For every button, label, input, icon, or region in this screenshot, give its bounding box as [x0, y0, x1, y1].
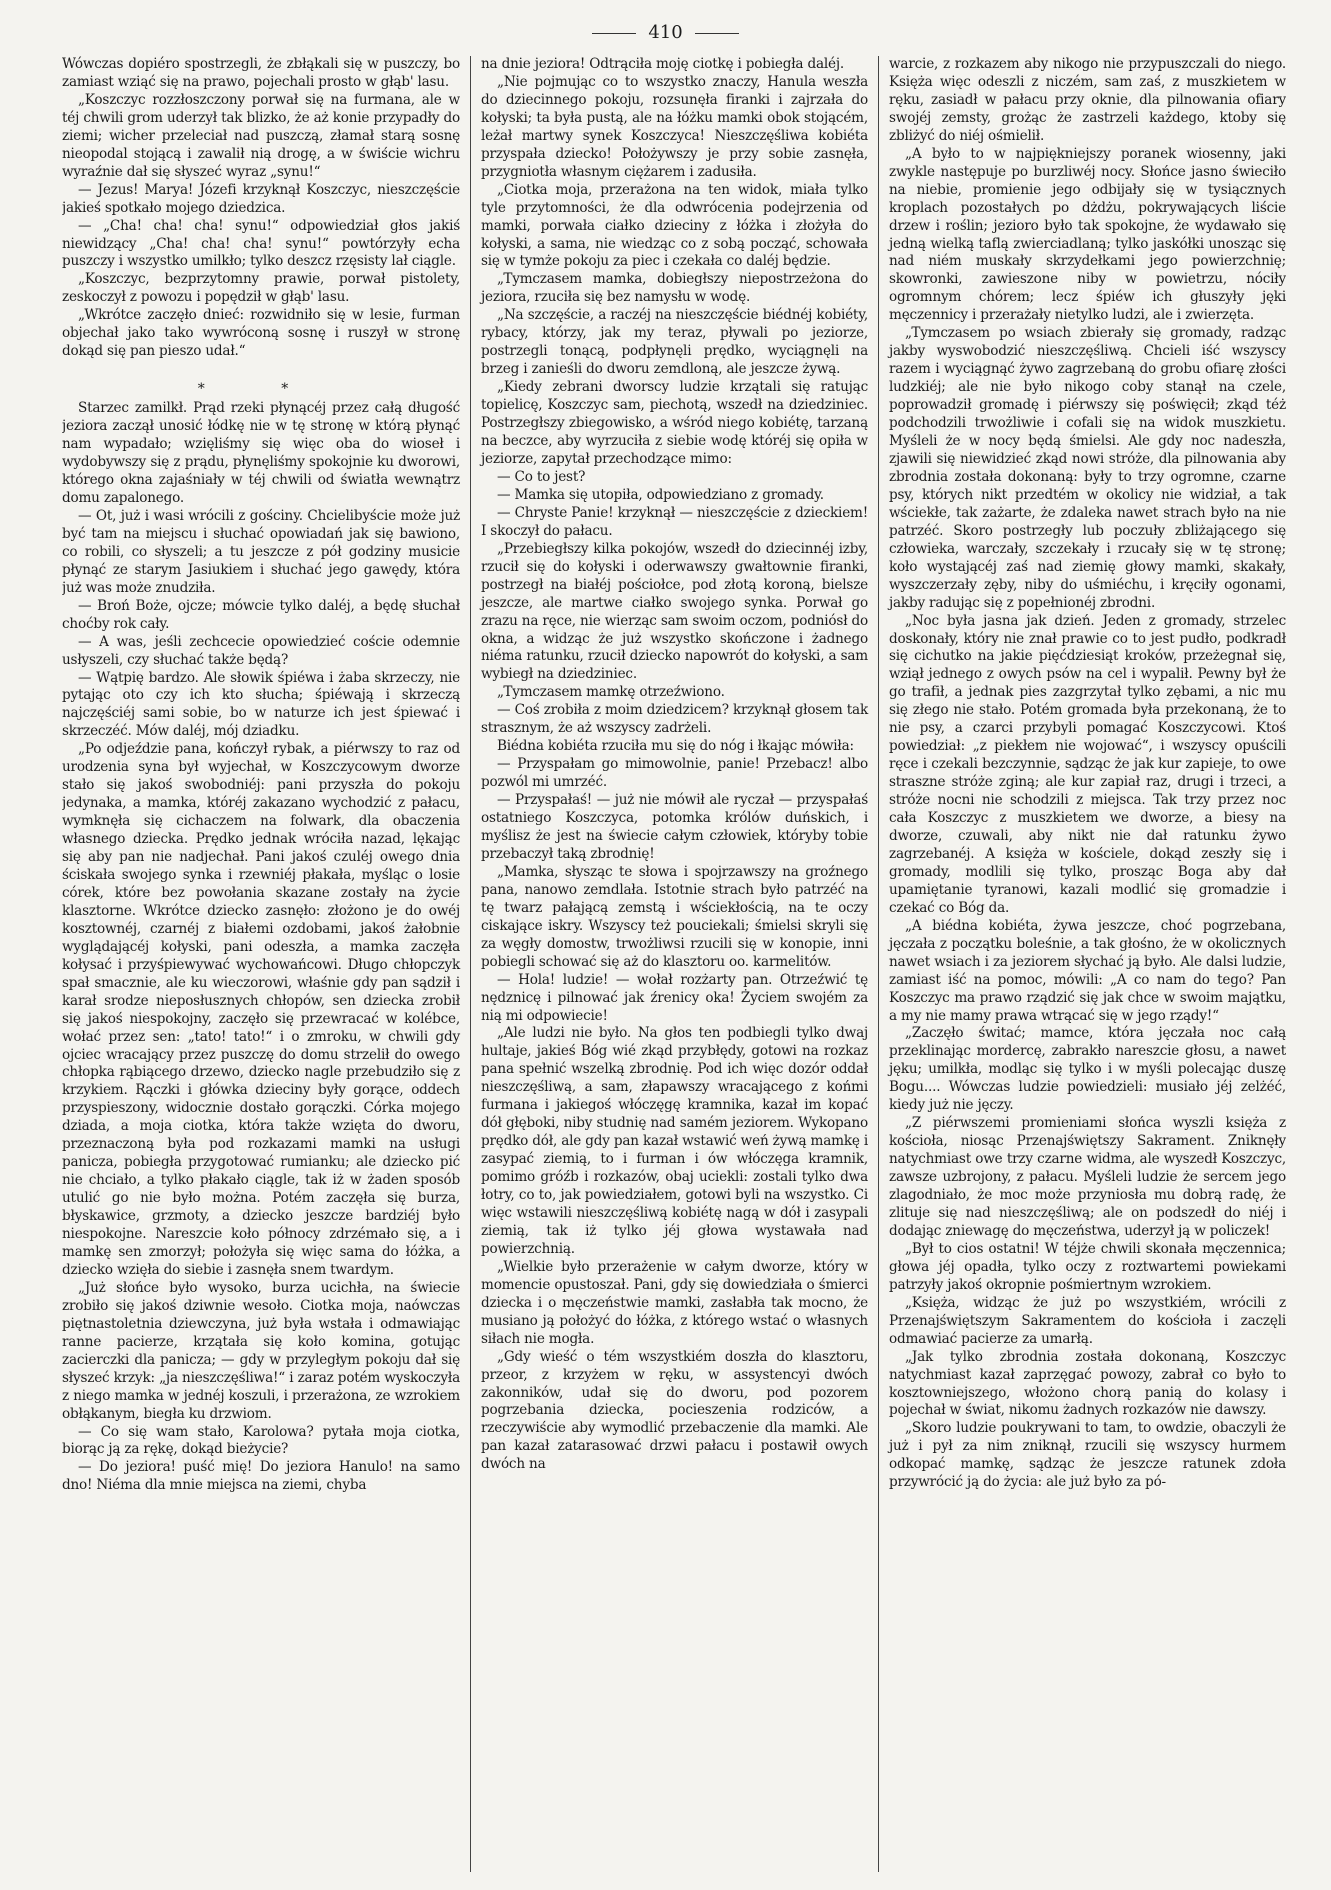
paragraph: — Broń Boże, ojcze; mówcie tylko daléj, a będę słuchał choćby rok cały.	[62, 597, 460, 632]
paragraph: Biédna kobiéta rzuciła mu się do nóg i łkając mówiła:	[497, 738, 854, 755]
section-separator: * *	[197, 381, 325, 398]
paragraph: „Był to cios ostatni! W téjże chwili skonała męczennica; głowa jéj opadła, tylko oczy z roztwartemi powiekami patrzyły jakoś okropnie pośmiertnym wzrokiem.	[889, 1240, 1286, 1293]
paragraph: — Co to jest?	[497, 468, 586, 485]
paragraph: Wówczas dopiéro spostrzegli, że zbłąkali się w puszczy, bo zamiast wziąć się na prawo, pojechali prosto w głąb' lasu.	[62, 56, 460, 90]
paragraph: Starzec zamilkł. Prąd rzeki płynącéj przez całą długość jeziora zaczął unosić łódkę nie w tę stronę w którą płynąć nam wypadało; wzięliśmy się więc oba do wioseł i wydobywszy się z prądu, płynęliśmy spokojnie ku dworowi, którego okna zajaśniały w téj chwili od światła wewnątrz domu zapalonego.	[62, 400, 460, 506]
paragraph: „Na szczęście, a raczéj na nieszczęście biédnéj kobiéty, rybacy, którzy, jak my teraz, pływali po jeziorze, postrzegli tonącą, podpłynęli prędko, wyciągnęli na brzeg i zanieśli do dworu zemdloną, ale jeszcze żywą.	[481, 307, 868, 378]
header-rule-left	[592, 33, 636, 34]
header-rule-right	[695, 33, 739, 34]
paragraph: — Chryste Panie! krzyknął — nieszczęście z dzieckiem! I skoczył do pałacu.	[481, 504, 868, 539]
column-2	[470, 56, 878, 1872]
paragraph: — Coś zrobiła z moim dziedzicem? krzyknął głosem tak strasznym, że aż wszyscy zadrżeli.	[481, 702, 868, 737]
page-number-header	[0, 22, 1331, 43]
paragraph: „A było to w najpiękniejszy poranek wiosenny, jaki zwykle następuje po burzliwéj nocy. Słońce jasno świeciło na niebie, promienie jego odbijały się w tysiącznych kroplach pozostałych po dżdżu, pokrywających liście drzew i roślin; jezioro było tak spokojne, że wydawało się jedną wielką taflą zwierciadlaną; tylko jaskółki unosząc się nad niém muskały skrzydełkami jego powierzchnię; skowronki, zawieszone niby w powietrzu, nóciły ogromnym chórem; lecz śpiéw ich głuszyły jęki męczennicy i przerażały nietylko ludzi, ale i zwierzęta.	[889, 145, 1286, 324]
paragraph: „Tymczasem po wsiach zbierały się gromady, radząc jakby wyswobodzić nieszczęśliwą. Chcieli iść wszyscy razem i wyciągnąć żywo zagrzebaną do grobu ofiarę złości ludzkiéj; ale nie było nikogo coby stanął na czele, poprowadził gromadę i piérwszy się poświęcił; zkąd téż podchodzili trwożliwie i cofali się na widok muszkietu. Myśleli że w nocy będą śmielsi. Ale gdy noc nadeszła, zjawili się niewidzieć zkąd nowi stróże, dla pilnowania aby zbrodnia została dokonaną: były to trzy ogromne, czarne psy, których nikt przedtém w okolicy nie widział, a tak wściekłe, tak zażarte, że zdaleka nawet strach było na nie patrzéć. Skoro postrzegły lub poczuły zbliżającego się człowieka, warczały, szczekały i rzucały się w tę stronę; koło wystającéj zaś nad ziemię głowy mamki, skakały, wyszczerzały zęby, niby do uśmiéchu, i kręciły ogonami, jakby radując się z popełnionéj zbrodni.	[889, 325, 1286, 611]
paragraph: „Zaczęło świtać; mamce, która jęczała noc całą przeklinając mordercę, zabrakło nareszcie głosu, a nawet jęku; umilkła, modląc się tylko i w myśli polecając duszę Bogu.... Wówczas ludzie powiedzieli: musiało jéj zelżéć, kiedy już nie jęczy.	[889, 1025, 1286, 1114]
paragraph: „Przebiegłszy kilka pokojów, wszedł do dziecinnéj izby, rzucił się do kołyski i oderwawszy gwałtownie firanki, postrzegł na białéj pościołce, pod złotą koroną, bielsze jeszcze, ale martwe ciałko swojego synka. Porwał go zrazu na ręce, nie wierząc sam swoim oczom, podniósł do okna, a widząc że już wszystko skończone i żadnego niéma ratunku, rzucił dziecko napowrót do kołyski, a sam wybiegł na dziedziniec.	[481, 540, 869, 683]
paragraph: „Gdy wieść o tém wszystkiém doszła do klasztoru, przeor, z krzyżem w ręku, w assystencyi dwóch zakonników, udał się do dworu, pod pozorem pogrzebania dziecka, pocieszenia rodziców, a rzeczywiście aby wymodlić przebaczenie dla mamki. Ale pan kazał zatarasować drzwi pałacu i postawił owych dwóch na	[481, 1348, 868, 1473]
paragraph: — Wątpię bardzo. Ale słowik śpiéwa i żaba skrzeczy, nie pytając oto czy ich kto słucha; śpiéwają i skrzeczą najczęściéj sami sobie, bo w naturze ich jest śpiewać i skrzeczéć. Mów daléj, mój dziadku.	[62, 669, 460, 740]
paragraph: „Nie pojmując co to wszystko znaczy, Hanula weszła do dziecinnego pokoju, rozsunęła firanki i zajrzała do kołyski; ta była pustą, ale na łóżku mamki obok stojącém, leżał martwy synek Koszczyca! Nieszczęśliwa kobiéta przyspała dziecko! Położywszy je przy sobie zasnęła, przygniotła własnym ciężarem i zadusiła.	[481, 73, 868, 180]
paragraph: „Ciotka moja, przerażona na ten widok, miała tylko tyle przytomności, że dla odwrócenia podejrzenia od mamki, porwała ciałko dzieciny z łóżka i złożyła do kołyski, a sama, nie wiedząc co z sobą począć, schowała się w tymże pokoju za piec i czekała co daléj będzie.	[481, 181, 868, 270]
section-gap	[62, 361, 460, 375]
paragraph: „Tymczasem mamka, dobiegłszy niepostrzeżona do jeziora, rzuciła się bez namysłu w wodę.	[481, 271, 868, 306]
paragraph: „A biédna kobiéta, żywa jeszcze, choć pogrzebana, jęczała z początku boleśnie, a tak głośno, że w okolicznych nawet wsiach i za jeziorem słychać ją było. Ale dalsi ludzie, zamiast iść na pomoc, mówili: „A co nam do tego? Pan Koszczyc ma prawo rządzić się jak chce w swoim majątku, a my nie mamy prawa wtrącać się w jego rządy!“	[889, 917, 1286, 1024]
paragraph: — Do jeziora! puść mię! Do jeziora Hanulo! na samo dno! Niéma dla mnie miejsca na ziemi, chyba	[62, 1459, 460, 1494]
column-1	[62, 56, 470, 1872]
paragraph: „Wielkie było przerażenie w całym dworze, który w momencie opustoszał. Pani, gdy się dowiedziała o śmierci dziecka i o męczeństwie mamki, zasłabła tak mocno, że musiano ją położyć do łóżka, z którego wstać o własnych siłach nie mogła.	[481, 1258, 868, 1347]
paragraph: — Ot, już i wasi wrócili z gościny. Chcielibyście może już być tam na miejscu i słuchać opowiadań jak się bawiono, co robili, co słyszeli; a tu jeszcze z pół godziny musicie płynąć ze starym Jasiukiem i słuchać jego gawędy, która już was może znudziła.	[62, 507, 460, 596]
paragraph: „Tymczasem mamkę otrzeźwiono.	[497, 684, 725, 701]
paragraph: warcie, z rozkazem aby nikogo nie przypuszczali do niego. Księża więc odeszli z niczém, sam zaś, z muszkietem w ręku, zasiadł w pałacu przy oknie, dla pilnowania ofiary swojéj zemsty, grożąc że zastrzeli każdego, ktoby się zbliżyć do niéj ośmielił.	[889, 56, 1286, 144]
paragraph: „Koszczyc, bezprzytomny prawie, porwał pistolety, zeskoczył z powozu i popędził w głąb' lasu.	[62, 271, 460, 306]
paragraph: — „Cha! cha! cha! synu!“ odpowiedział głos jakiś niewidzący „Cha! cha! cha! synu!“ powtórzyły echa puszczy i wszystko umilkło; tylko deszcz rzęsisty lał ciągle.	[62, 217, 460, 270]
paragraph: „Kiedy zebrani dworscy ludzie krzątali się ratując topielicę, Koszczyc sam, piechotą, wszedł na dziedziniec. Postrzegłszy zbiegowisko, a wśród niego kobiétę, tarzaną na beczce, aby wyrzuciła z siebie wodę któréj się opiła w jeziorze, zapytał przechodzące mimo:	[481, 379, 868, 467]
paragraph: — A was, jeśli zechcecie opowiedzieć coście odemnie usłyszeli, czy słuchać także będą?	[62, 633, 460, 668]
paragraph: „Noc była jasna jak dzień. Jeden z gromady, strzelec doskonały, który nie znał prawie co to jest pudło, podkradł się cichutko na jakie pięćdziesiąt kroków, przeżegnał się, wziął jednego z owych psów na cel i wypalił. Pewny był że go trafił, a jednak pies zazgrzytał tylko zębami, a nic mu się złego nie stało. Potém gromada była przekonaną, że to nie psy, a czarci przybyli pomagać Koszczycowi. Ktoś powiedział: „z piekłem nie wojować“, i wszyscy opuścili ręce i czekali bezczynnie, sądząc że jak kur zapieje, to owe straszne stróże zginą; ale kur zapiał raz, drugi i trzeci, a stróże nocni nie schodzili z miejsca. Tak trzy przez noc cała Koszczyc z muszkietem we dworze, a biesy na dworze, czuwali, aby nikt nie dał ratunku żywo zagrzebanéj. A księża w kościele, dokąd zeszły się i gromady, modlili się tylko, prosząc Boga aby dał upamiętanie tyranowi, kazali modlić się gromadzie i czekać co Bóg da.	[889, 612, 1286, 916]
paragraph: „Już słońce było wysoko, burza ucichła, na świecie zrobiło się jakoś dziwnie wesoło. Ciotka moja, naówczas piętnastoletnia dziewczyna, już była wstała i odmawiając ranne pacierze, krzątała się koło komina, gotując zacierczki dla panicza; — gdy w przyległym pokoju dał się słyszeć krzyk: „ja nieszczęśliwa!“ i zaraz potém wyskoczyła z niego mamka w jednéj koszuli, i przerażona, ze wzrokiem obłąkanym, biegła ku drzwiom.	[62, 1279, 460, 1422]
paragraph: — Przyspałaś! — już nie mówił ale ryczał — przyspałaś ostatniego Koszczyca, potomka królów duńskich, i myślisz że jest na świecie całym człowiek, któryby tobie przebaczył taką zbrodnię!	[481, 792, 868, 862]
paragraph: „Jak tylko zbrodnia została dokonaną, Koszczyc natychmiast kazał zaprzęgać powozy, zabrał co było to kosztowniejszego, włożono chorą panią do kolasy i pojechał w świat, nikomu żadnych rozkazów nie dawszy.	[889, 1348, 1286, 1419]
paragraph: „Po odjeździe pana, kończył rybak, a piérwszy to raz od urodzenia syna był wyjechał, w Koszczycowym dworze stało się jakoś swobodniéj: pani przyszła do pokoju jedynaka, a mamka, któréj zakazano wychodzić z pałacu, wymknęła się cichaczem na folwark, dla obaczenia własnego dziecka. Prędko jednak wróciła nazad, lękając się aby pan nie nadjechał. Pani jakoś czuléj owego dnia ściskała swojego synka i rzewniéj płakała, myśląc o losie córek, które bez powołania skazane zostały na życie klasztorne. Wkrótce dziecko zasnęło: złożono je do owéj kosztownéj, czarnéj z białemi ozdobami, jakoś żałobnie wyglądającéj kołyski, pani odeszła, a mamka zaczęła kołysać i przyśpiewywać wychowańcowi. Długo chłopczyk spał smacznie, ale ku wieczorowi, właśnie gdy pan sądził i karał srodze nieposłusznych chłopów, sen dziecka zrobił się jakoś niespokojny, zaczęło się przewracać w kolébce, wołać przez sen: „tato! tato!“ i o zmroku, w chwili gdy ojciec wracający przez puszczę do domu strzelił do owego chłopka rąbiącego drzewo, dziecko nagle przebudziło się z krzykiem. Rączki i główka dzieciny były gorące, oddech przyspieszony, widocznie dostało gorączki. Córka mojego dziada, a moja ciotka, która także wzięta do dworu, przeznaczoną była pod rozkazami mamki na usługi panicza, pobiegła przygotować rumianku; ale dziecko pić nie chciało, a tylko płakało ciągle, tak iż w żaden sposób utulić go nie było można. Potém zaczęła się burza, błyskawice, grzmoty, a dziecko jeszcze bardziéj było niespokojne. Nareszcie koło północy zdrzémało się, a i mamkę sen zmorzył; położyła się więc sama do łóżka, a dziecko wzięła do siebie i zasnęła snem twardym.	[62, 741, 460, 1278]
paragraph: — Hola! ludzie! — wołał rozżarty pan. Otrzeźwić tę nędznicę i pilnować jak źrenicy oka! Życiem swojém za nią mi odpowiecie!	[481, 971, 868, 1024]
paragraph: „Z piérwszemi promieniami słońca wyszli księża z kościoła, niosąc Przenajświętszy Sakrament. Zniknęły natychmiast owe trzy czarne widma, ale wyszedł Koszczyc, zawsze uzbrojony, z pałacu. Myśleli ludzie że sercem jego zlagodniało, że moc może przyniosła mu dobrą radę, że zlituje się nad nieszczęśliwą; ale on podszedł do niéj i dodając zniewagę do męczeństwa, uderzył ją w policzek!	[889, 1115, 1286, 1239]
paragraph: — Przyspałam go mimowolnie, panie! Przebacz! albo pozwól mi umrzéć.	[481, 756, 868, 791]
paragraph: „Ale ludzi nie było. Na głos ten podbiegli tylko dwaj hultaje, jakieś Bóg wié zkąd przybłędy, gotowi na rozkaz pana spełnić wszelką zbrodnię. Pod ich więc dozór oddał nieszczęśliwą, a sam, złapawszy wracającego z końmi furmana i jakiegoś włóczęgę kramnika, kazał im kopać dół głęboki, niby studnię nad samém jeziorem. Wykopano prędko dół, ale gdy pan kazał wstawić weń żywą mamkę i zasypać ziemią, to i furman i ów włóczęga kramnik, pomimo gróźb i rozkazów, obaj uciekli: zostali tylko dwa łotry, co to, jak powiedziałem, gotowi byli na wszystko. Ci więc wstawili nieszczęśliwą kobiétę nagą w dół i zasypali ziemią, tak iż tylko jéj głowa wystawała nad powierzchnią.	[481, 1025, 868, 1257]
paragraph: „Wkrótce zaczęło dnieć: rozwidniło się w lesie, furman objechał jako tako wywróconą sosnę i ruszył w stronę dokąd się pan pieszo udał.“	[62, 307, 460, 360]
paragraph: — Mamka się utopiła, odpowiedziano z gromady.	[497, 486, 824, 503]
paragraph: „Koszczyc rozzłoszczony porwał się na furmana, ale w téj chwili grom uderzył tak blizko, że aż konie przypadły do ziemi; wicher przeleciał nad puszczą, złamał starą sosnę nieopodal stojącą i zawalił nią drogę, a w świście wichru wyraźnie dał się słyszeć wyraz „synu!“	[62, 91, 460, 180]
paragraph: „Mamka, słysząc te słowa i spojrzawszy na groźnego pana, nanowo zemdlała. Istotnie strach było patrzéć na tę twarz pałającą zemstą i wściekłością, na te oczy ciskające iskry. Wszyscy też pouciekali; śmielsi skryli się za węgły domostw, trwożliwsi rzucili się w konopie, inni pobiegli schować się aż do klasztoru oo. karmelitów.	[481, 863, 868, 970]
paragraph: na dnie jeziora! Odtrąciła moję ciotkę i pobiegła daléj.	[481, 56, 844, 72]
paragraph: „Księża, widząc że już po wszystkiém, wrócili z Przenajświętszym Sakramentem do kościoła i zaczęli odmawiać pacierze za umarłą.	[889, 1294, 1286, 1347]
text-columns	[62, 56, 1286, 1872]
paragraph: — Jezus! Marya! Józefi krzyknął Koszczyc, nieszczęście jakieś spotkało mojego dziedzica.	[62, 181, 460, 216]
column-3	[878, 56, 1286, 1872]
paragraph: „Skoro ludzie poukrywani to tam, to owdzie, obaczyli że już i pył za nim zniknął, rzucili się wszyscy hurmem odkopać mamkę, sądząc że jeszcze ratunek zdoła przywrócić ją do życia: ale już było za pó-	[889, 1420, 1286, 1491]
paragraph: — Co się wam stało, Karolowa? pytała moja ciotka, biorąc ją za rękę, dokąd bieżycie?	[62, 1423, 460, 1458]
page-number: 410	[648, 22, 683, 43]
